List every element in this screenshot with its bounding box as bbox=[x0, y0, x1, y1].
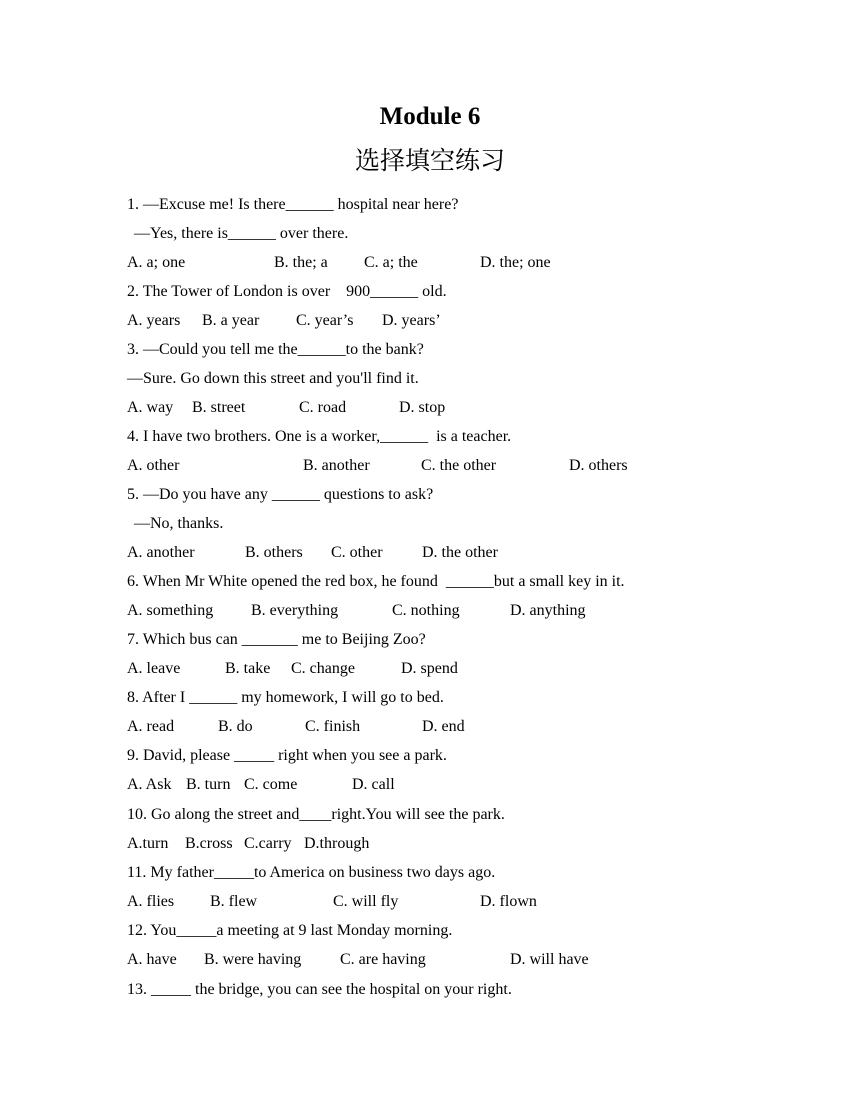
option-d: D. stop bbox=[399, 399, 446, 416]
option-b: B. take bbox=[225, 660, 271, 677]
option-c: C. the other bbox=[421, 457, 497, 474]
question-10-stem: 10. Go along the street and____right.You will see the park. bbox=[127, 806, 505, 823]
option-b: B. were having bbox=[204, 951, 302, 968]
option-c: C. a; the bbox=[364, 254, 418, 271]
question-5-stem: 5. —Do you have any ______ questions to ask? bbox=[127, 486, 434, 503]
option-b: B. do bbox=[218, 718, 253, 735]
option-b: B. everything bbox=[251, 602, 339, 619]
option-a: A. another bbox=[127, 544, 195, 561]
option-d: D. spend bbox=[401, 660, 458, 677]
question-7-stem: 7. Which bus can _______ me to Beijing Zoo? bbox=[127, 631, 426, 648]
option-d: D. anything bbox=[510, 602, 586, 619]
option-d: D. the; one bbox=[480, 254, 551, 271]
question-4-options bbox=[127, 454, 628, 478]
question-1-reply: —Yes, there is______ over there. bbox=[134, 225, 349, 242]
option-c: C. other bbox=[331, 544, 383, 561]
question-5-reply: —No, thanks. bbox=[134, 515, 224, 532]
option-b: B. others bbox=[245, 544, 303, 561]
question-4-stem: 4. I have two brothers. One is a worker,______ is a teacher. bbox=[127, 428, 512, 445]
option-b: B. street bbox=[192, 399, 246, 416]
option-d: D. will have bbox=[510, 951, 589, 968]
question-6-options bbox=[127, 599, 586, 623]
question-13-stem: 13. _____ the bridge, you can see the hospital on your right. bbox=[127, 981, 512, 998]
question-9-stem: 9. David, please _____ right when you see a park. bbox=[127, 747, 447, 764]
page-subtitle: 选择填空练习 bbox=[354, 146, 505, 175]
option-a: A. Ask bbox=[127, 776, 172, 793]
option-a: A. other bbox=[127, 457, 180, 474]
option-a: A. flies bbox=[127, 893, 175, 910]
option-a: A. a; one bbox=[127, 254, 186, 271]
question-1-options bbox=[127, 251, 551, 275]
option-c: C. road bbox=[299, 399, 347, 416]
question-11-options bbox=[127, 890, 537, 914]
option-a: A.turn bbox=[127, 835, 169, 852]
option-d: D. flown bbox=[480, 893, 537, 910]
option-c: C. will fly bbox=[333, 893, 399, 910]
question-3-stem: 3. —Could you tell me the______to the bank? bbox=[127, 341, 424, 358]
option-a: A. something bbox=[127, 602, 214, 619]
option-d: D. the other bbox=[422, 544, 498, 561]
option-a: A. read bbox=[127, 718, 175, 735]
question-8-options bbox=[127, 715, 465, 739]
option-d: D.through bbox=[304, 835, 370, 852]
option-a: A. leave bbox=[127, 660, 181, 677]
question-8-stem: 8. After I ______ my homework, I will go to bed. bbox=[127, 689, 444, 706]
question-5-options bbox=[127, 541, 498, 565]
question-10-options bbox=[127, 832, 370, 856]
option-c: C. are having bbox=[340, 951, 426, 968]
question-3-reply: —Sure. Go down this street and you'll find it. bbox=[127, 370, 419, 387]
option-d: D. end bbox=[422, 718, 465, 735]
option-c: C. nothing bbox=[392, 602, 460, 619]
question-11-stem: 11. My father_____to America on business two days ago. bbox=[127, 864, 496, 881]
question-2-stem: 2. The Tower of London is over 900______ old. bbox=[127, 283, 447, 300]
option-c: C.carry bbox=[244, 835, 292, 852]
question-3-options bbox=[127, 396, 446, 420]
option-b: B. turn bbox=[186, 776, 231, 793]
option-c: C. year’s bbox=[296, 312, 354, 329]
option-a: A. have bbox=[127, 951, 177, 968]
question-9-options bbox=[127, 773, 395, 797]
question-7-options bbox=[127, 657, 458, 681]
option-b: B. the; a bbox=[274, 254, 328, 271]
question-2-options bbox=[127, 309, 441, 333]
question-12-stem: 12. You_____a meeting at 9 last Monday morning. bbox=[127, 922, 453, 939]
question-12-options bbox=[127, 948, 589, 972]
option-d: D. years’ bbox=[382, 312, 441, 329]
option-a: A. way bbox=[127, 399, 174, 416]
question-6-stem: 6. When Mr White opened the red box, he found ______but a small key in it. bbox=[127, 573, 625, 590]
question-1-stem: 1. —Excuse me! Is there______ hospital near here? bbox=[127, 196, 459, 213]
option-b: B. a year bbox=[202, 312, 260, 329]
option-b: B. another bbox=[303, 457, 370, 474]
option-c: C. come bbox=[244, 776, 298, 793]
option-b: B. flew bbox=[210, 893, 258, 910]
option-d: D. call bbox=[352, 776, 395, 793]
option-c: C. change bbox=[291, 660, 355, 677]
option-a: A. years bbox=[127, 312, 181, 329]
option-c: C. finish bbox=[305, 718, 361, 735]
page-title: Module 6 bbox=[379, 103, 481, 130]
option-d: D. others bbox=[569, 457, 628, 474]
option-b: B.cross bbox=[185, 835, 233, 852]
